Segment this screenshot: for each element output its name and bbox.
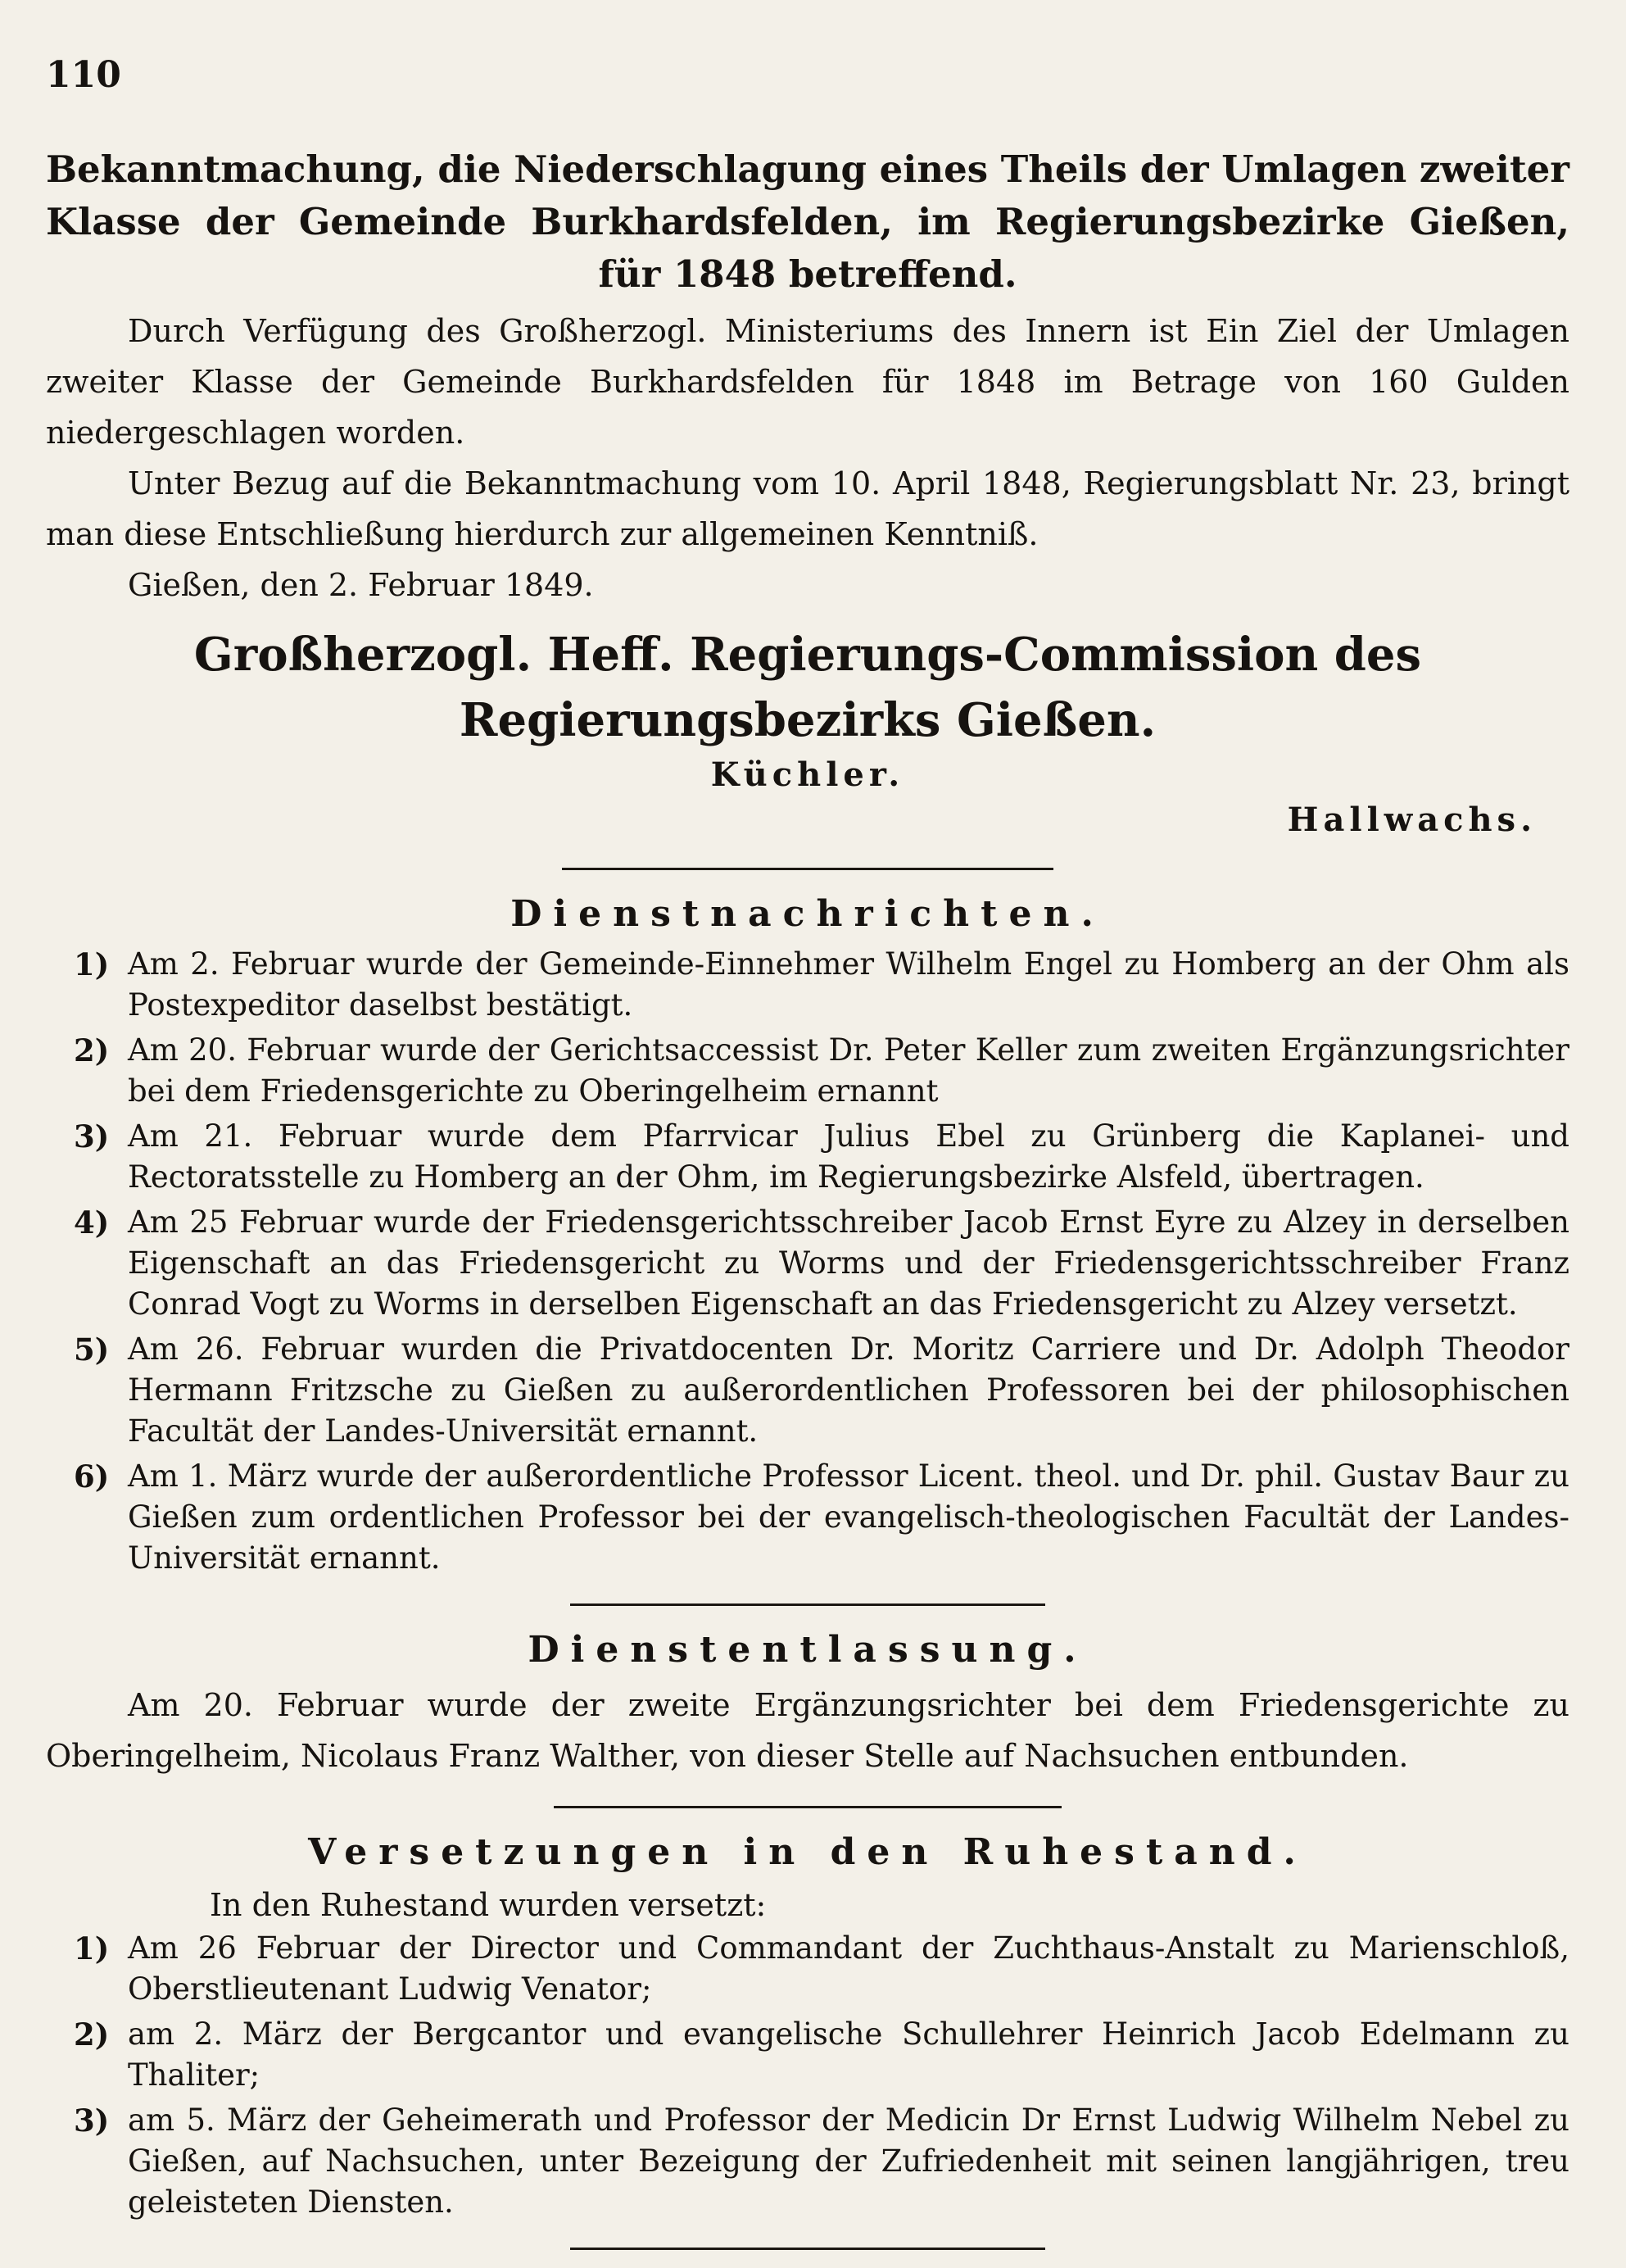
item-text: Am 20. Februar wurde der Gerichtsaccessist Dr. Peter Keller zum zweiten Ergänzungsrichter bei dem Friedensgerichte zu Oberingelheim ernannt [128, 1032, 1569, 1109]
announcement-paragraph-2: Unter Bezug auf die Bekanntmachung vom 10. April 1848, Regierungsblatt Nr. 23, bringt man diese Entschließung hierdurch zur allgemeinen Kenntniß. [46, 465, 1569, 552]
signer-secondary: Hallwachs. [1287, 801, 1537, 839]
list-item [46, 944, 1569, 1026]
item-text: am 5. März der Geheimerath und Professor der Medicin Dr Ernst Ludwig Wilhelm Nebel zu Gießen, auf Nachsuchen, unter Bezeigung der Zufriedenheit mit seinen langjährigen, treu geleisteten Diensten. [128, 2102, 1569, 2220]
item-text: Am 21. Februar wurde dem Pfarrvicar Julius Ebel zu Grünberg die Kaplanei- und Rectoratsstelle zu Homberg an der Ohm, im Regierungsbezirke Alsfeld, übertragen. [128, 1118, 1569, 1195]
announcement-title: Bekanntmachung, die Niederschlagung eines Theils der Umlagen zweiter Klasse der Gemeinde Burkhardsfelden, im Regierungsbezirke Gießen, für 1848 betreffend. [46, 147, 1569, 296]
section-divider [570, 2248, 1045, 2250]
section-divider [554, 1806, 1062, 1808]
item-number: 2) [74, 1032, 110, 1068]
ruhestand-list [46, 1928, 1569, 2223]
list-item [46, 1116, 1569, 1198]
list-item [46, 1928, 1569, 2010]
list-item [46, 1030, 1569, 1112]
item-number: 5) [74, 1331, 110, 1368]
dienstnachrichten-heading: Dienstnachrichten. [510, 893, 1105, 935]
item-text: Am 25 Februar wurde der Friedensgerichtsschreiber Jacob Ernst Eyre zu Alzey in derselben Eigenschaft an das Friedensgericht zu Worms und der Friedensgerichtsschreiber Franz Conrad Vogt zu Worms in derselben Eigenschaft an das Friedensgericht zu Alzey versetzt. [128, 1204, 1569, 1322]
item-number: 1) [74, 1930, 110, 1966]
dienstentlassung-text: Am 20. Februar wurde der zweite Ergänzungsrichter bei dem Friedensgerichte zu Oberingelheim, Nicolaus Franz Walther, von dieser Stelle auf Nachsuchen entbunden. [46, 1687, 1569, 1774]
announcement-date: Gießen, den 2. Februar 1849. [128, 567, 594, 603]
ruhestand-intro: In den Ruhestand wurden versetzt: [210, 1887, 767, 1923]
dienstentlassung-heading: Dienstentlassung. [528, 1629, 1088, 1671]
page-content [46, 143, 1569, 2268]
item-number: 2) [74, 2016, 110, 2053]
list-item [46, 1329, 1569, 1452]
announcement-paragraph-1: Durch Verfügung des Großherzogl. Ministeriums des Innern ist Ein Ziel der Umlagen zweiter Klasse der Gemeinde Burkhardsfelden für 1848 im Betrage von 160 Gulden niedergeschlagen worden. [46, 313, 1569, 451]
item-number: 4) [74, 1204, 110, 1241]
page-number: 110 [46, 54, 121, 96]
item-text: Am 26 Februar der Director und Commandant der Zuchthaus-Anstalt zu Marienschloß, Oberstlieutenant Ludwig Venator; [128, 1930, 1569, 2007]
item-text: Am 1. März wurde der außerordentliche Professor Licent. theol. und Dr. phil. Gustav Baur zu Gießen zum ordentlichen Professor bei der evangelisch-theologischen Facultät der Landes-Universität ernannt. [128, 1458, 1569, 1576]
item-number: 6) [74, 1458, 110, 1495]
list-item [46, 2100, 1569, 2223]
ruhestand-heading: Versetzungen in den Ruhestand. [308, 1831, 1307, 1873]
section-divider [562, 868, 1053, 870]
item-text: Am 26. Februar wurden die Privatdocenten Dr. Moritz Carriere und Dr. Adolph Theodor Hermann Fritzsche zu Gießen zu außerordentlichen Professoren bei der philosophischen Facultät der Landes-Universität ernannt. [128, 1331, 1569, 1449]
list-item [46, 1202, 1569, 1325]
item-number: 3) [74, 1118, 110, 1154]
list-item [46, 1456, 1569, 1579]
item-text: Am 2. Februar wurde der Gemeinde-Einnehmer Wilhelm Engel zu Homberg an der Ohm als Postexpeditor daselbst bestätigt. [128, 946, 1569, 1023]
signer-main: Küchler. [710, 755, 905, 794]
item-number: 1) [74, 946, 110, 982]
section-divider [570, 1603, 1045, 1606]
list-item [46, 2014, 1569, 2096]
item-number: 3) [74, 2102, 110, 2139]
dienstnachrichten-list [46, 944, 1569, 1579]
issuing-authority: Großherzogl. Heff. Regierungs-Commission des Regierungsbezirks Gießen. [193, 628, 1422, 747]
item-text: am 2. März der Bergcantor und evangelische Schullehrer Heinrich Jacob Edelmann zu Thaliter; [128, 2016, 1569, 2093]
